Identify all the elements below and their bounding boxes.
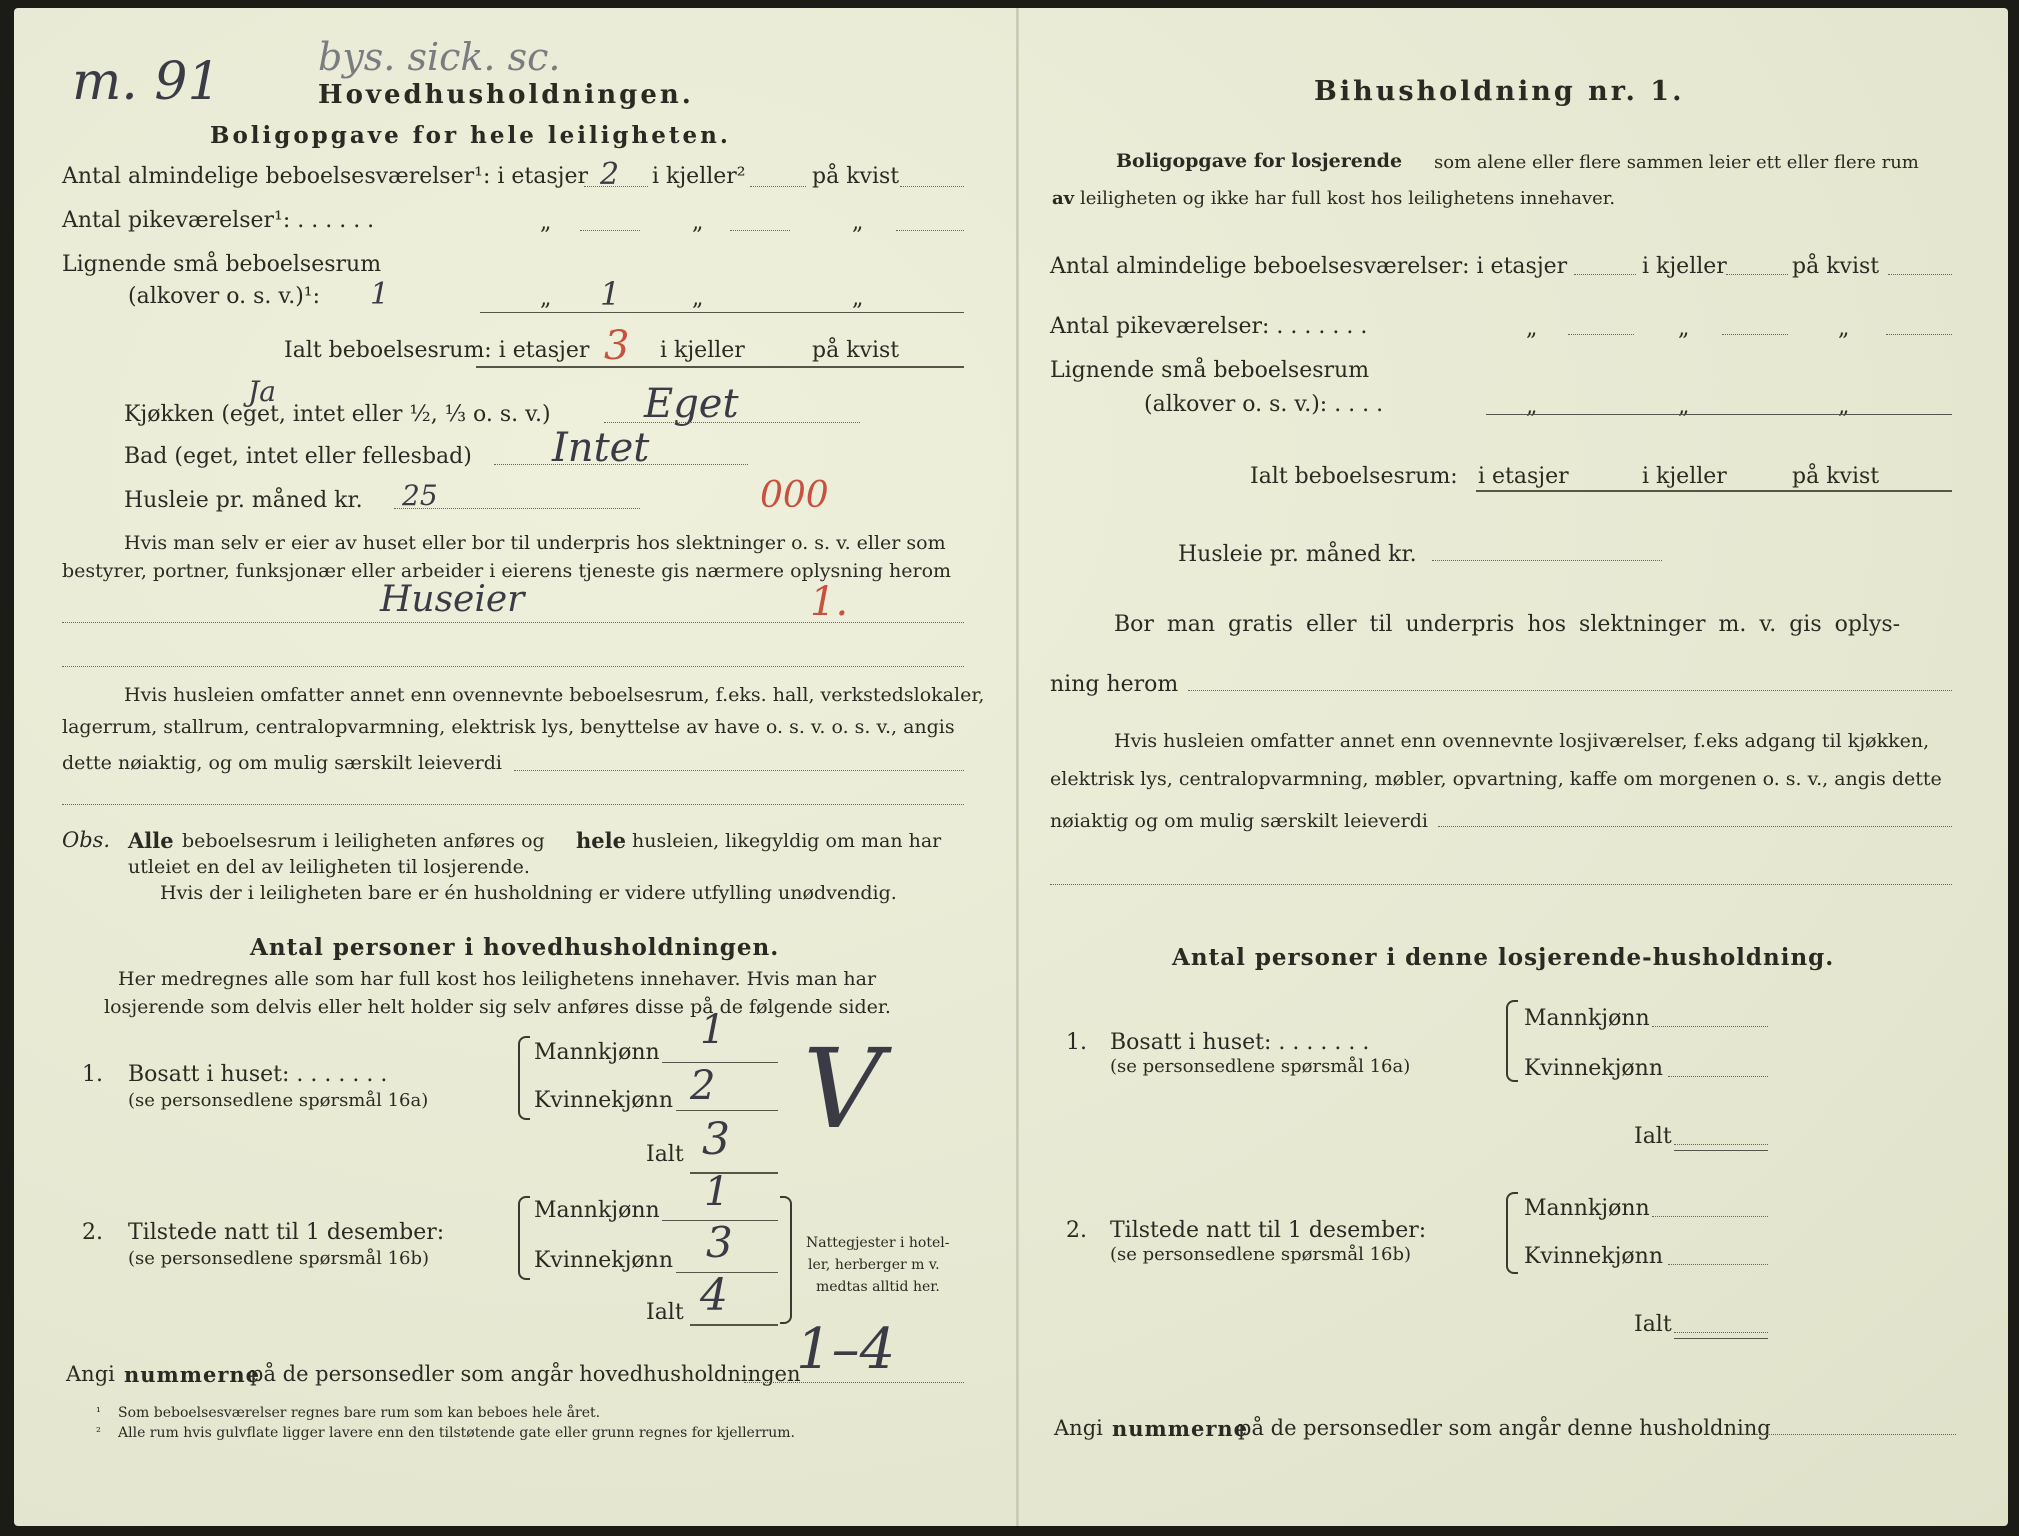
hw-kitchen-ja: Ja (248, 375, 276, 408)
right-row3-label2: (alkover o. s. v.): . . . . (1144, 392, 1384, 417)
hw-checkmark: V (788, 1025, 896, 1153)
hw-etasjer: 2 (600, 157, 620, 192)
right-q1-number: 1. (1066, 1030, 1087, 1055)
right-q2-label: Tilstede natt til 1 desember: (1110, 1218, 1427, 1243)
right-q2-sub: (se personsedlene spørsmål 16b) (1110, 1244, 1412, 1265)
right-row2-label: Antal pikeværelser: . . . . . . . (1050, 314, 1368, 339)
q2-number: 2. (82, 1220, 103, 1245)
obs-line3: Hvis der i leiligheten bare er én husholdning er videre utfylling unødvendig. (160, 882, 897, 904)
row2-line-a (580, 230, 640, 231)
ditto-mark: „ (1678, 316, 1690, 341)
q2-kvinne-label: Kvinnekjønn (534, 1248, 673, 1273)
right-q1-ialt-label: Ialt (1634, 1124, 1672, 1149)
right-note-line3: nøiaktig og om mulig særskilt leieverdi (1050, 810, 1428, 832)
row1-kjeller: i kjeller² (652, 164, 746, 189)
right-row1-kjeller-line (1726, 274, 1788, 275)
left-title: Hovedhusholdningen. (318, 80, 694, 110)
persons-line2: losjerende som delvis eller helt holder sig selv anføres disse på de følgende sider. (104, 996, 891, 1018)
hw-q1-ialt: 3 (702, 1114, 730, 1165)
right-intro-a: Boligopgave for losjerende (1116, 150, 1403, 172)
right-q1-kvinne-line (1668, 1076, 1768, 1077)
q2-brace (518, 1196, 530, 1280)
obs-hele: hele (576, 828, 626, 853)
right-note-line1: Hvis husleien omfatter annet enn ovennevnte losjiværelser, f.eks adgang til kjøkken, (1114, 730, 1930, 752)
right-row2-line-b (1722, 334, 1788, 335)
persons-title: Antal personer i hovedhusholdningen. (250, 934, 780, 961)
angi-line (744, 1382, 964, 1383)
ditto-mark: „ (852, 210, 864, 235)
row2-label: Antal pikeværelser¹: . . . . . . (62, 208, 375, 233)
right-q2-number: 2. (1066, 1218, 1087, 1243)
ditto-mark: „ (540, 286, 552, 311)
hw-rent: 25 (402, 479, 438, 512)
right-gratis-line (1188, 690, 1952, 691)
note2-line-2 (62, 804, 964, 805)
hw-herom-red: 1. (810, 579, 849, 625)
right-row1-kvist-line (1888, 274, 1952, 275)
right-row3-label: Lignende små beboelsesrum (1050, 358, 1370, 383)
hw-angi: 1–4 (796, 1317, 896, 1382)
page-fold (1016, 8, 1019, 1526)
q2-ialt-line (690, 1324, 778, 1326)
q1-kvinne-line (676, 1110, 778, 1111)
right-ialt-kjeller: i kjeller (1642, 464, 1727, 489)
right-ialt-label: Ialt beboelsesrum: (1250, 464, 1458, 489)
right-gratis-line2: ning herom (1050, 672, 1179, 697)
right-q2-ialt-line (1674, 1332, 1768, 1333)
row2-line-b (730, 230, 790, 231)
hw-ialt-etasjer: 3 (604, 323, 630, 369)
hw-kitchen: Eget (644, 381, 739, 427)
right-q1-ialt-underline (1674, 1150, 1768, 1151)
right-q2-brace (1506, 1192, 1518, 1274)
q2-sub: (se personsedlene spørsmål 16b) (128, 1248, 430, 1269)
ialt-label: Ialt beboelsesrum: i etasjer (284, 338, 590, 363)
q2-label: Tilstede natt til 1 desember: (128, 1220, 445, 1245)
ialt-kjeller: i kjeller (660, 338, 745, 363)
note2-line (514, 770, 964, 771)
rent-label: Husleie pr. måned kr. (124, 488, 363, 513)
footnote1: Som beboelsesværelser regnes bare rum som kan beboes hele året. (118, 1405, 601, 1421)
row1-label: Antal almindelige beboelsesværelser¹: i etasjer (62, 164, 589, 189)
ialt-line (476, 366, 964, 368)
right-persons-title: Antal personer i denne losjerende-husholdning. (1172, 944, 1835, 971)
right-row1-label: Antal almindelige beboelsesværelser: i etasjer (1050, 254, 1568, 279)
persons-line1: Her medregnes alle som har full kost hos leilighetens innehaver. Hvis man har (118, 968, 877, 990)
right-q2-ialt-label: Ialt (1634, 1312, 1672, 1337)
right-q1-mann-label: Mannkjønn (1524, 1006, 1650, 1031)
right-gratis-line1: Bor man gratis eller til underpris hos slektninger m. v. gis oplys- (1114, 612, 1901, 637)
right-row1-kjeller: i kjeller (1642, 254, 1727, 279)
ialt-kvist: på kvist (812, 338, 900, 363)
right-q2-ialt-underline (1674, 1338, 1768, 1339)
hw-rent-red: 000 (760, 475, 829, 516)
rent-line (394, 508, 640, 509)
right-row1-etasjer-line (1574, 274, 1636, 275)
q1-mann-label: Mannkjønn (534, 1040, 660, 1065)
q1-kvinne-label: Kvinnekjønn (534, 1088, 673, 1113)
right-ialt-line (1476, 490, 1952, 492)
left-subtitle: Boligopgave for hele leiligheten. (210, 122, 731, 149)
handwritten-ref-scribble: bys. sick. sc. (318, 35, 561, 79)
right-angi-nummerne: nummerne (1112, 1416, 1249, 1441)
herom-line (62, 622, 964, 623)
ditto-mark: „ (540, 210, 552, 235)
right-q1-kvinne-label: Kvinnekjønn (1524, 1056, 1663, 1081)
q1-label: Bosatt i huset: . . . . . . . (128, 1062, 388, 1087)
herom-line-2 (62, 666, 964, 667)
obs-line2: utleiet en del av leiligheten til losjerende. (128, 856, 530, 878)
bath-label: Bad (eget, intet eller fellesbad) (124, 444, 472, 469)
right-q2-mann-label: Mannkjønn (1524, 1196, 1650, 1221)
right-note-line2: elektrisk lys, centralopvarmning, møbler, opvartning, kaffe om morgenen o. s. v., angis dette (1050, 768, 1942, 790)
q2-side-brace (780, 1196, 792, 1324)
right-q2-kvinne-line (1668, 1264, 1768, 1265)
hw-q1-mann: 1 (700, 1007, 726, 1053)
right-title: Bihusholdning nr. 1. (1314, 76, 1685, 107)
angi-a: Angi (66, 1362, 115, 1386)
side-note-line3: medtas alltid her. (816, 1279, 940, 1295)
ditto-mark: „ (692, 286, 704, 311)
bath-line (494, 464, 748, 465)
right-angi-line (1734, 1434, 1956, 1435)
right-rent-line (1432, 560, 1662, 561)
ditto-mark: „ (1526, 394, 1538, 419)
hw-q2-kvinne: 3 (706, 1218, 733, 1267)
angi-c: på de personsedler som angår hovedhusholdningen (250, 1362, 801, 1386)
hw-q1-kvinne: 2 (690, 1063, 716, 1109)
row2-line-c (896, 230, 964, 231)
note2-line3: dette nøiaktig, og om mulig særskilt leieverdi (62, 752, 502, 774)
right-intro-l2: leiligheten og ikke har full kost hos leilighetens innehaver. (1080, 188, 1616, 209)
side-note-line2: ler, herberger m v. (808, 1257, 940, 1273)
right-q1-mann-line (1652, 1026, 1768, 1027)
obs-text-a: beboelsesrum i leiligheten anføres og (182, 830, 545, 852)
right-q2-mann-line (1652, 1216, 1768, 1217)
q1-mann-line (662, 1062, 778, 1063)
q2-mann-label: Mannkjønn (534, 1198, 660, 1223)
right-note-line-2 (1050, 884, 1952, 885)
row1-kjeller-line (750, 186, 806, 187)
right-rent-label: Husleie pr. måned kr. (1178, 542, 1417, 567)
obs-text-b: husleien, likegyldig om man har (632, 830, 942, 852)
right-q1-ialt-line (1674, 1144, 1768, 1145)
handwritten-ref-number: m. 91 (72, 52, 221, 112)
right-row1-kvist: på kvist (1792, 254, 1880, 279)
hw-bath: Intet (552, 425, 650, 471)
ditto-mark: „ (1526, 316, 1538, 341)
q1-number: 1. (82, 1062, 103, 1087)
right-row3-line (1486, 414, 1952, 415)
right-q1-label: Bosatt i huset: . . . . . . . (1110, 1030, 1370, 1055)
row3-label2: (alkover o. s. v.)¹: (128, 284, 321, 309)
q1-ialt-label: Ialt (646, 1142, 684, 1167)
row3-line (480, 312, 964, 313)
footnote2: Alle rum hvis gulvflate ligger lavere enn den tilstøtende gate eller grunn regnes for kjellerrum. (118, 1425, 795, 1441)
hw-alkover-b: 1 (600, 275, 621, 313)
right-ialt-etasjer: i etasjer (1478, 464, 1569, 489)
footnote2-mark: ² (96, 1425, 101, 1439)
right-row2-line-a (1568, 334, 1634, 335)
right-note-line (1438, 826, 1952, 827)
right-q1-brace (1506, 1000, 1518, 1082)
right-angi-c: på de personsedler som angår denne husholdning (1238, 1416, 1771, 1440)
kitchen-line (604, 422, 860, 423)
hw-q2-mann: 1 (704, 1169, 730, 1215)
ditto-mark: „ (692, 210, 704, 235)
hw-q2-ialt: 4 (700, 1270, 728, 1321)
kitchen-label: Kjøkken (eget, intet eller ½, ⅓ o. s. v.) (124, 402, 551, 427)
q1-sub: (se personsedlene spørsmål 16a) (128, 1090, 429, 1111)
note1-line2: bestyrer, portner, funksjonær eller arbeider i eierens tjeneste gis nærmere oplysning herom (62, 560, 952, 582)
row1-kvist-line (900, 186, 964, 187)
note2-line2: lagerrum, stallrum, centralopvarmning, elektrisk lys, benyttelse av have o. s. v. o. s. v., angis (62, 716, 955, 738)
right-intro-av: av (1052, 188, 1075, 209)
obs-label: Obs. (62, 828, 111, 852)
ditto-mark: „ (1838, 394, 1850, 419)
obs-alle: Alle (128, 828, 174, 853)
ditto-mark: „ (1838, 316, 1850, 341)
footnote1-mark: ¹ (96, 1405, 101, 1419)
note1-line1: Hvis man selv er eier av huset eller bor til underpris hos slektninger o. s. v. eller som (124, 532, 946, 554)
hw-alkover-a: 1 (370, 277, 390, 312)
q2-ialt-label: Ialt (646, 1300, 684, 1325)
right-angi-a: Angi (1054, 1416, 1103, 1440)
right-row2-line-c (1886, 334, 1952, 335)
right-q2-kvinne-label: Kvinnekjønn (1524, 1244, 1663, 1269)
ditto-mark: „ (1678, 394, 1690, 419)
side-note-line1: Nattegjester i hotel- (806, 1235, 950, 1251)
ditto-mark: „ (852, 286, 864, 311)
angi-nummerne: nummerne (124, 1362, 261, 1387)
hw-herom: Huseier (380, 579, 525, 620)
right-intro-b: som alene eller flere sammen leier ett eller flere rum (1434, 152, 1919, 173)
right-ialt-kvist: på kvist (1792, 464, 1880, 489)
right-q1-sub: (se personsedlene spørsmål 16a) (1110, 1056, 1411, 1077)
note2-line1: Hvis husleien omfatter annet enn ovennevnte beboelsesrum, f.eks. hall, verkstedslokaler, (124, 684, 985, 706)
row3-label: Lignende små beboelsesrum (62, 252, 382, 277)
row1-kvist: på kvist (812, 164, 900, 189)
q1-brace (518, 1036, 530, 1120)
